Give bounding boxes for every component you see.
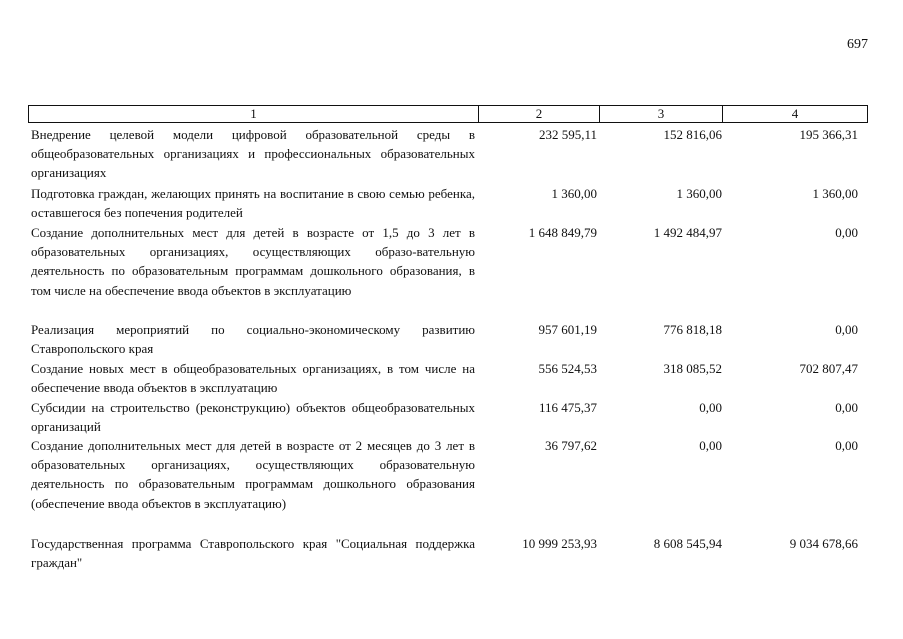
row-value-col2: 1 648 849,79 — [528, 225, 597, 240]
row-value-col4: 702 807,47 — [799, 361, 858, 376]
row-value-col3: 0,00 — [699, 438, 722, 453]
row-value-col2: 1 360,00 — [551, 186, 597, 201]
row-description: Государственная программа Ставропольского края "Социальная поддержка граждан" — [31, 536, 475, 571]
row-description: Создание новых мест в общеобразовательных организациях, в том числе на обеспечение ввода объектов в эксплуатацию — [31, 361, 475, 396]
row-value-col4: 1 360,00 — [812, 186, 858, 201]
row-value-col3: 318 085,52 — [663, 361, 722, 376]
page-number: 697 — [847, 37, 868, 52]
row-value-col2: 10 999 253,93 — [522, 536, 597, 551]
row-description: Реализация мероприятий по социально-экономическому развитию Ставропольского края — [31, 322, 475, 357]
row-value-col3: 776 818,18 — [663, 322, 722, 337]
row-value-col4: 0,00 — [835, 322, 858, 337]
row-value-col3: 1 360,00 — [676, 186, 722, 201]
row-description: Создание дополнительных мест для детей в возрасте от 1,5 до 3 лет в образовательных организациях, осуществляющих образо-вательную деятельность по образовательным программам дошкольного образования, в том числе на обеспечение ввода объектов в эксплуатацию — [31, 225, 475, 298]
row-value-col4: 195 366,31 — [799, 127, 858, 142]
row-value-col3: 8 608 545,94 — [653, 536, 722, 551]
row-value-col2: 556 524,53 — [538, 361, 597, 376]
column-header-1: 1 — [250, 106, 257, 121]
row-value-col4: 0,00 — [835, 438, 858, 453]
row-value-col4: 0,00 — [835, 400, 858, 415]
row-value-col2: 957 601,19 — [538, 322, 597, 337]
row-description: Создание дополнительных мест для детей в возрасте от 2 месяцев до 3 лет в образовательных организациях, осуществляющих образовательную деятельность по образовательным программам дошкольного образования (обеспечение ввода объектов в эксплуатацию) — [31, 438, 475, 511]
row-value-col2: 232 595,11 — [538, 127, 597, 142]
column-header-4: 4 — [722, 106, 867, 122]
row-value-col3: 0,00 — [699, 400, 722, 415]
row-value-col2: 36 797,62 — [545, 438, 597, 453]
column-header-3: 3 — [599, 106, 722, 122]
row-value-col4: 0,00 — [835, 225, 858, 240]
row-value-col4: 9 034 678,66 — [789, 536, 858, 551]
row-value-col3: 1 492 484,97 — [653, 225, 722, 240]
row-description: Субсидии на строительство (реконструкцию) объектов общеобразовательных организаций — [31, 400, 475, 435]
table-header-row — [28, 105, 868, 123]
row-value-col2: 116 475,37 — [538, 400, 597, 415]
row-description: Подготовка граждан, желающих принять на воспитание в свою семью ребенка, оставшегося без попечения родителей — [31, 186, 475, 221]
row-description: Внедрение целевой модели цифровой образовательной среды в общеобразовательных организациях и профессиональных образовательных организациях — [31, 127, 475, 181]
row-value-col3: 152 816,06 — [663, 127, 722, 142]
column-header-2: 2 — [478, 106, 599, 122]
